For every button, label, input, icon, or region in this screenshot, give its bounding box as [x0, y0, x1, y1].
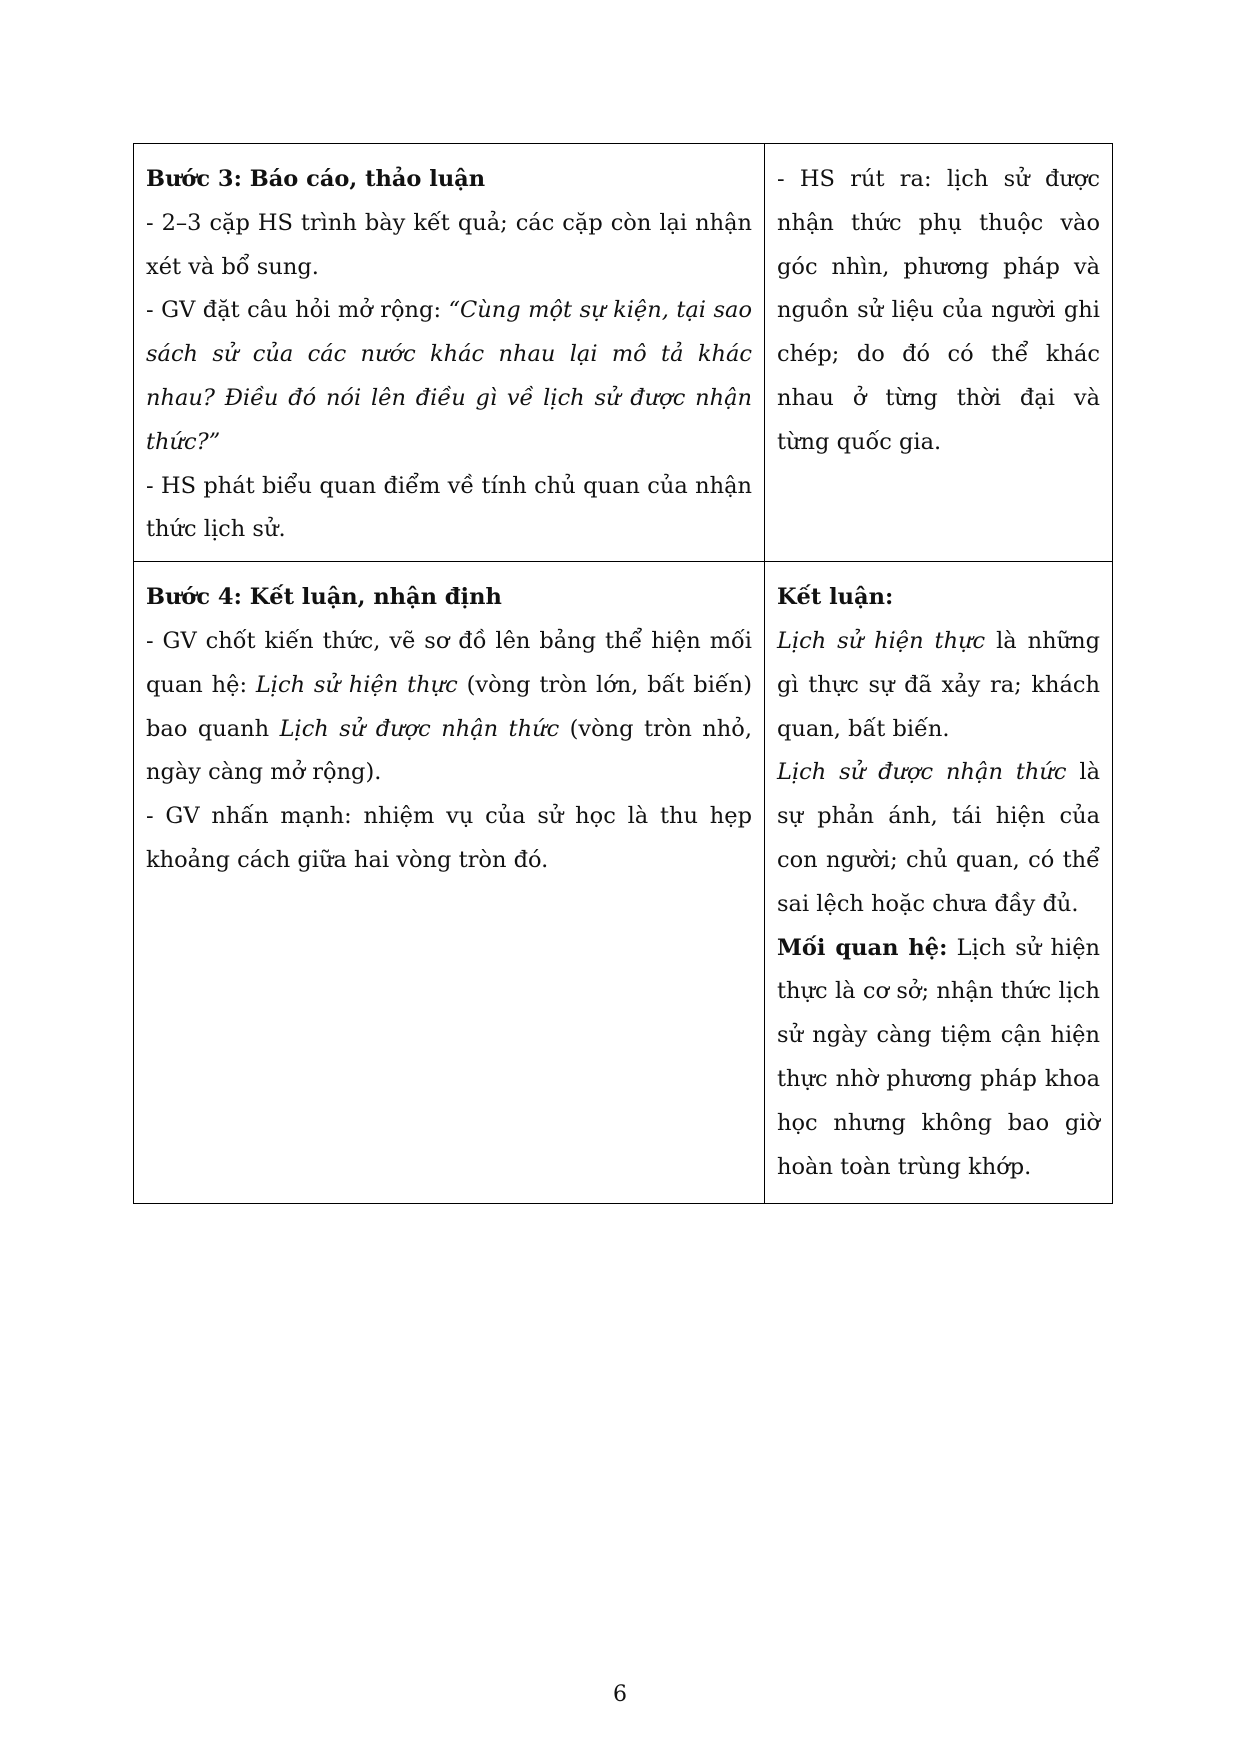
step-3-heading: Bước 3: Báo cáo, thảo luận: [146, 166, 486, 192]
step-4-paragraph-1-b: (vòng tròn lớn, bất biến) bao quanh: [146, 671, 753, 742]
lesson-table: [133, 143, 1113, 1204]
step-3-outcome-text: - HS rút ra: lịch sử được nhận thức phụ thuộc vào góc nhìn, phương pháp và nguồn sử liệu của người ghi chép; do đó có thể khác nhau ở từng thời đại và từng quốc gia.: [777, 166, 1100, 455]
step-3-paragraph-2-prefix: - GV đặt câu hỏi mở rộng:: [146, 297, 449, 324]
conclusion-paragraph-2-text: là sự phản ánh, tái hiện của con người; chủ quan, có thể sai lệch hoặc chưa đầy đủ.: [777, 759, 1100, 917]
conclusion-paragraph-3: [777, 927, 1100, 1190]
step-3-outcome-cell: [765, 144, 1113, 562]
term-perceived-history: Lịch sử được nhận thức: [279, 715, 560, 742]
conclusion-paragraph-3-text: Lịch sử hiện thực là cơ sở; nhận thức lịch sử ngày càng tiệm cận hiện thực nhờ phương pháp khoa học nhưng không bao giờ hoàn toàn trùng khớp.: [777, 934, 1101, 1180]
step-3-activity-cell: [134, 144, 765, 562]
step-3-paragraph-1: - 2–3 cặp HS trình bày kết quả; các cặp còn lại nhận xét và bổ sung.: [146, 209, 752, 280]
conclusion-term-perceived-history: Lịch sử được nhận thức: [777, 759, 1067, 786]
conclusion-paragraph-1-text: là những gì thực sự đã xảy ra; khách quan, bất biến.: [777, 627, 1100, 742]
step-4-paragraph-2: - GV nhấn mạnh: nhiệm vụ của sử học là thu hẹp khoảng cách giữa hai vòng tròn đó.: [146, 803, 752, 873]
step-3-paragraph-3: - HS phát biểu quan điểm về tính chủ quan của nhận thức lịch sử.: [146, 472, 752, 543]
step-3-question-quote: “Cùng một sự kiện, tại sao sách sử của các nước khác nhau lại mô tả khác nhau? Điều đó nói lên điều gì về lịch sử được nhận thức?”: [146, 297, 752, 455]
step-4-paragraph-1-c: (vòng tròn nhỏ, ngày càng mở rộng).: [146, 715, 752, 786]
step-4-paragraph-1: [146, 620, 752, 795]
term-real-history: Lịch sử hiện thực: [255, 671, 458, 698]
page-number: 6: [613, 1682, 627, 1707]
relationship-label: Mối quan hệ:: [777, 934, 948, 961]
step-4-conclusion-cell: [765, 562, 1113, 1204]
conclusion-heading: Kết luận:: [777, 584, 894, 611]
conclusion-paragraph-1: [777, 620, 1100, 751]
conclusion-paragraph-2: [777, 751, 1100, 926]
table-row-step-3: [134, 144, 1113, 562]
step-3-paragraph-2: [146, 289, 752, 464]
step-4-paragraph-1-a: - GV chốt kiến thức, vẽ sơ đồ lên bảng thể hiện mối quan hệ:: [146, 627, 752, 698]
table-row-step-4: [134, 562, 1113, 1204]
step-4-heading: Bước 4: Kết luận, nhận định: [146, 584, 502, 611]
conclusion-term-real-history: Lịch sử hiện thực: [777, 627, 986, 654]
step-4-activity-cell: [134, 562, 765, 1204]
